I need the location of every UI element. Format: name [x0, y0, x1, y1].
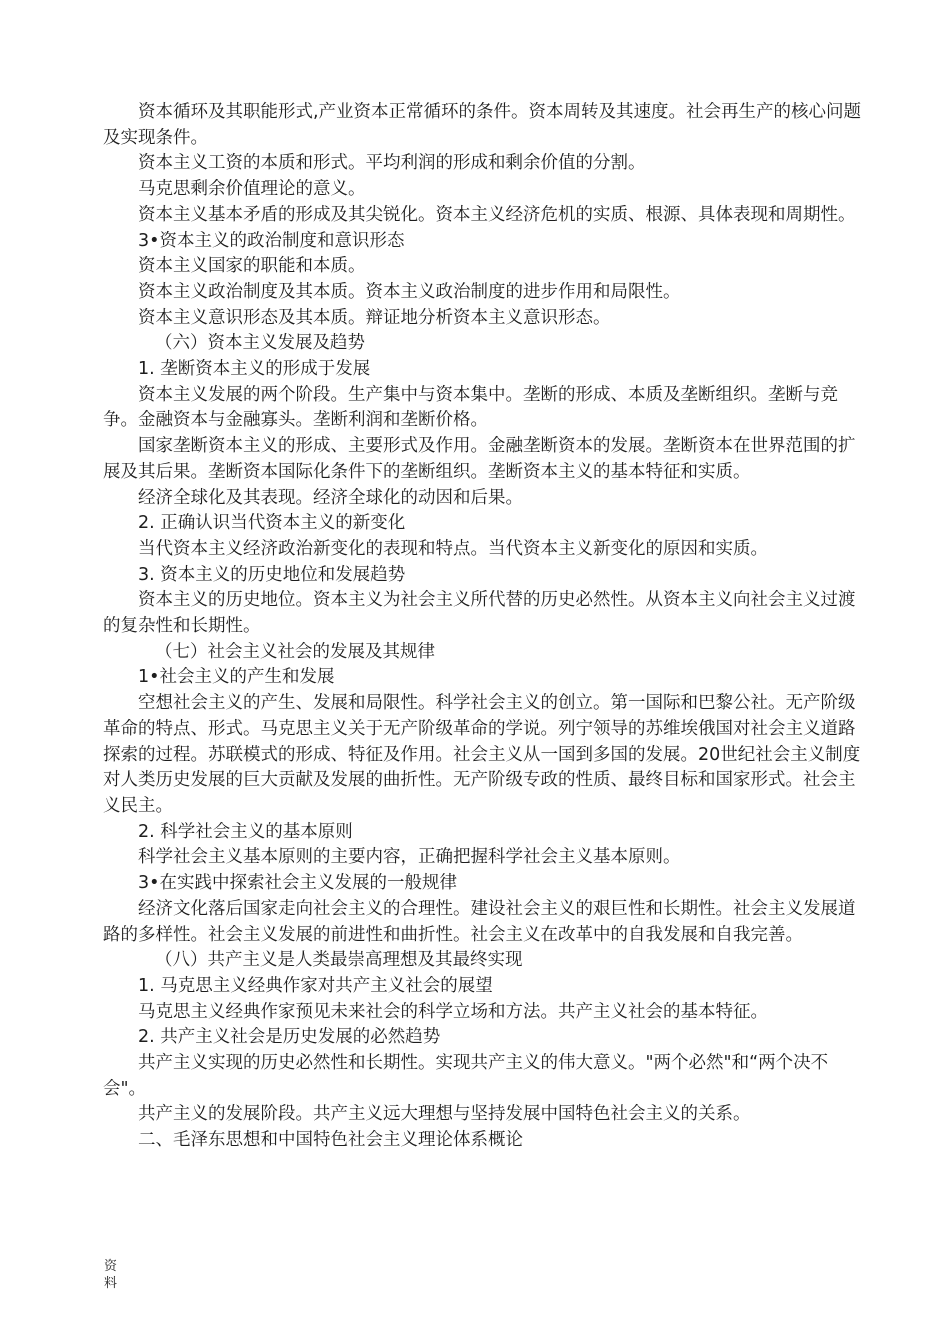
- paragraph: 资本主义国家的职能和本质。: [138, 256, 366, 277]
- paragraph: 马克思主义经典作家预见未来社会的科学立场和方法。共产主义社会的基本特征。: [138, 1001, 768, 1022]
- chapter-heading: （六）资本主义发展及趋势: [155, 333, 365, 354]
- paragraph: 当代资本主义经济政治新变化的表现和特点。当代资本主义新变化的原因和实质。: [138, 538, 768, 559]
- paragraph: 国家垄断资本主义的形成、主要形式及作用。金融垄断资本的发展。垄断资本在世界范围的扩展及其后果。垄断资本国际化条件下的垄断组织。垄断资本主义的基本特征和实质。: [103, 436, 856, 482]
- paragraph: 资本主义意识形态及其本质。辩证地分析资本主义意识形态。: [138, 307, 611, 328]
- section-heading: 3•在实践中探索社会主义发展的一般规律: [138, 873, 457, 894]
- section-heading: 3•资本主义的政治制度和意识形态: [138, 230, 405, 251]
- part-heading: 二、毛泽东思想和中国特色社会主义理论体系概论: [138, 1130, 523, 1151]
- paragraph: 资本循环及其职能形式,产业资本正常循环的条件。资本周转及其速度。社会再生产的核心问题及实现条件。: [103, 102, 862, 148]
- paragraph: 经济文化落后国家走向社会主义的合理性。建设社会主义的艰巨性和长期性。社会主义发展道路的多样性。社会主义发展的前进性和曲折性。社会主义在改革中的自我发展和自我完善。: [103, 898, 856, 945]
- document-body: [103, 100, 863, 1154]
- paragraph: 空想社会主义的产生、发展和局限性。科学社会主义的创立。第一国际和巴黎公社。无产阶级革命的特点、形式。马克思主义关于无产阶级革命的学说。列宁领导的苏维埃俄国对社会主义道路探索的过程。苏联模式的形成、特征及作用。社会主义从一国到多国的发展。20世纪社会主义制度对人类历史发展的巨大贡献及发展的曲折性。无产阶级专政的性质、最终目标和国家形式。社会主义民主。: [103, 693, 861, 816]
- section-heading: 2. 共产主义社会是历史发展的必然趋势: [138, 1027, 441, 1048]
- section-heading: 2. 科学社会主义的基本原则: [138, 821, 353, 842]
- paragraph: 经济全球化及其表现。经济全球化的动因和后果。: [138, 487, 523, 508]
- paragraph: 资本主义工资的本质和形式。平均利润的形成和剩余价值的分割。: [138, 153, 646, 174]
- paragraph: 资本主义的历史地位。资本主义为社会主义所代替的历史必然性。从资本主义向社会主义过渡的复杂性和长期性。: [103, 590, 856, 637]
- section-heading: 1•社会主义的产生和发展: [138, 667, 335, 688]
- chapter-heading: （八）共产主义是人类最崇高理想及其最终实现: [155, 950, 523, 971]
- paragraph: 资本主义政治制度及其本质。资本主义政治制度的进步作用和局限性。: [138, 281, 681, 302]
- paragraph: 科学社会主义基本原则的主要内容，正确把握科学社会主义基本原则。: [138, 847, 681, 868]
- section-heading: 3. 资本主义的历史地位和发展趋势: [138, 564, 406, 585]
- page-footer: 资料: [104, 1259, 118, 1291]
- chapter-heading: （七）社会主义社会的发展及其规律: [155, 641, 435, 662]
- section-heading: 2. 正确认识当代资本主义的新变化: [138, 513, 406, 534]
- paragraph: 资本主义基本矛盾的形成及其尖锐化。资本主义经济危机的实质、根源、具体表现和周期性。: [138, 204, 856, 225]
- section-heading: 1. 垄断资本主义的形成于发展: [138, 359, 371, 380]
- paragraph: 资本主义发展的两个阶段。生产集中与资本集中。垄断的形成、本质及垄断组织。垄断与竞争。金融资本与金融寡头。垄断利润和垄断价格。: [103, 384, 838, 431]
- paragraph: 共产主义实现的历史必然性和长期性。实现共产主义的伟大意义。"两个必然"和“两个决不会"。: [103, 1053, 829, 1099]
- section-heading: 1. 马克思主义经典作家对共产主义社会的展望: [138, 975, 493, 996]
- paragraph: 马克思剩余价值理论的意义。: [138, 179, 366, 200]
- paragraph: 共产主义的发展阶段。共产主义远大理想与坚持发展中国特色社会主义的关系。: [138, 1104, 751, 1125]
